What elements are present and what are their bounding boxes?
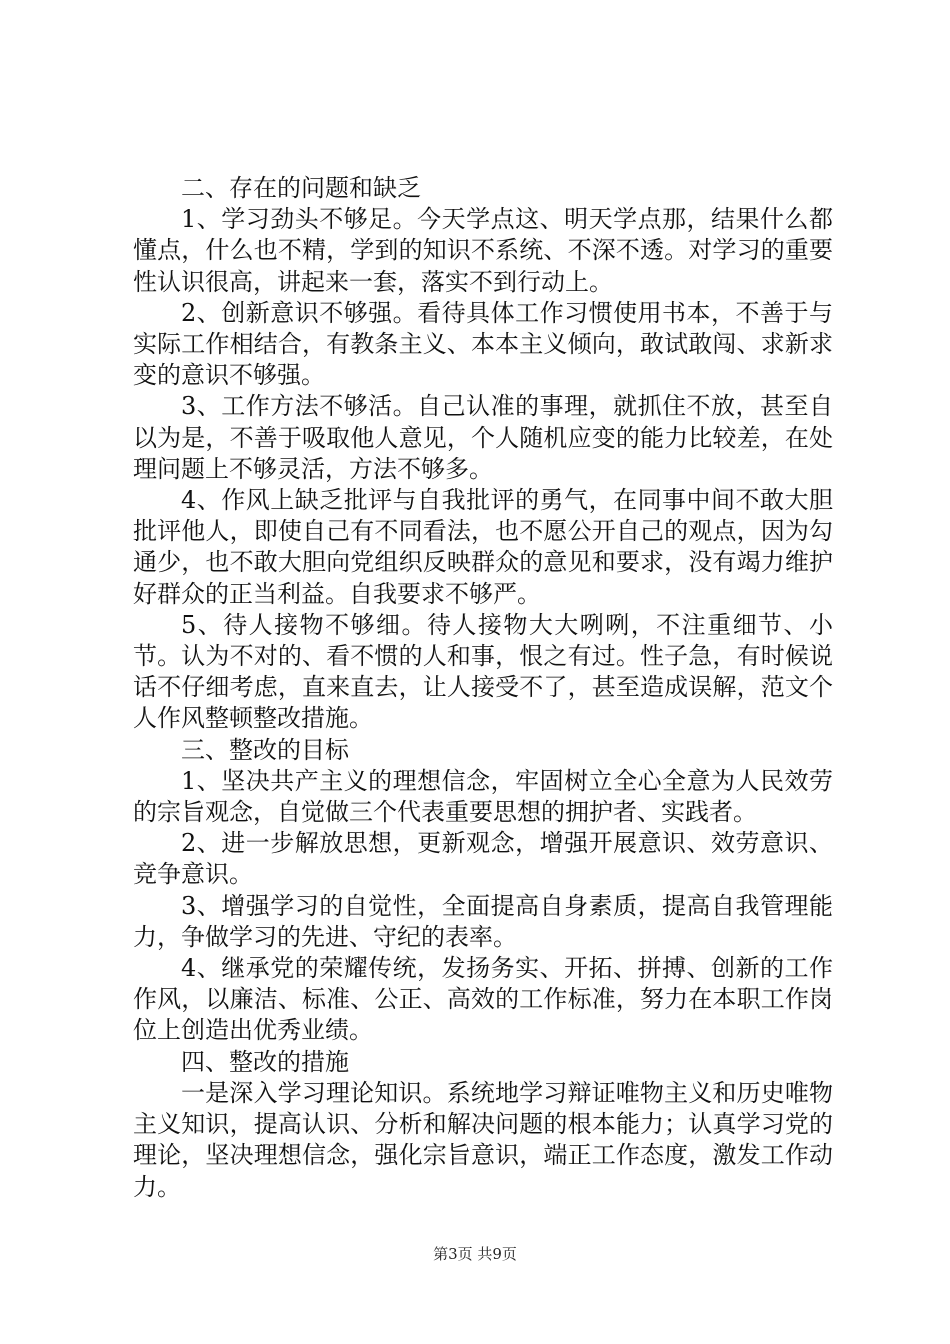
paragraph-problem-1: 1、学习劲头不够足。今天学点这、明天学点那，结果什么都懂点，什么也不精，学到的知识不系统、不深不透。对学习的重要性认识很高，讲起来一套，落实不到行动上。 [133, 205, 833, 296]
paragraph-goal-1: 1、坚决共产主义的理想信念，牢固树立全心全意为人民效劳的宗旨观念，自觉做三个代表重要思想的拥护者、实践者。 [133, 766, 833, 827]
paragraph-goal-4: 4、继承党的荣耀传统，发扬务实、开拓、拼搏、创新的工作作风，以廉洁、标准、公正、高效的工作标准，努力在本职工作岗位上创造出优秀业绩。 [133, 954, 833, 1045]
paragraph-problem-4: 4、作风上缺乏批评与自我批评的勇气，在同事中间不敢大胆批评他人，即使自己有不同看法，也不愿公开自己的观点，因为勾通少，也不敢大胆向党组织反映群众的意见和要求，没有竭力维护好群众的正当利益。自我要求不够严。 [133, 486, 833, 608]
document-body [133, 173, 833, 1203]
paragraph-measure-1: 一是深入学习理论知识。系统地学习辩证唯物主义和历史唯物主义知识，提高认识、分析和解决问题的根本能力；认真学习党的理论，坚决理想信念，强化宗旨意识，端正工作态度，激发工作动力。 [133, 1078, 833, 1201]
section-heading-goals: 三、整改的目标 [181, 735, 349, 764]
page-footer: 第3页 共9页 [433, 1245, 517, 1263]
section-heading-problems: 二、存在的问题和缺乏 [181, 174, 421, 202]
paragraph-goal-3: 3、增强学习的自觉性，全面提高自身素质，提高自我管理能力，争做学习的先进、守纪的表率。 [133, 891, 833, 951]
section-heading-measures: 四、整改的措施 [181, 1047, 349, 1076]
paragraph-problem-3: 3、工作方法不够活。自己认准的事理，就抓住不放，甚至自以为是，不善于吸取他人意见，个人随机应变的能力比较差，在处理问题上不够灵活，方法不够多。 [133, 392, 833, 483]
paragraph-problem-2: 2、创新意识不够强。看待具体工作习惯使用书本，不善于与实际工作相结合，有教条主义、本本主义倾向，敢试敢闯、求新求变的意识不够强。 [133, 298, 833, 390]
paragraph-goal-2: 2、进一步解放思想，更新观念，增强开展意识、效劳意识、竞争意识。 [133, 829, 833, 889]
paragraph-problem-5: 5、待人接物不够细。待人接物大大咧咧，不注重细节、小节。认为不对的、看不惯的人和事，恨之有过。性子急，有时候说话不仔细考虑，直来直去，让人接受不了，甚至造成误解，范文个人作风整顿整改措施。 [133, 610, 833, 733]
